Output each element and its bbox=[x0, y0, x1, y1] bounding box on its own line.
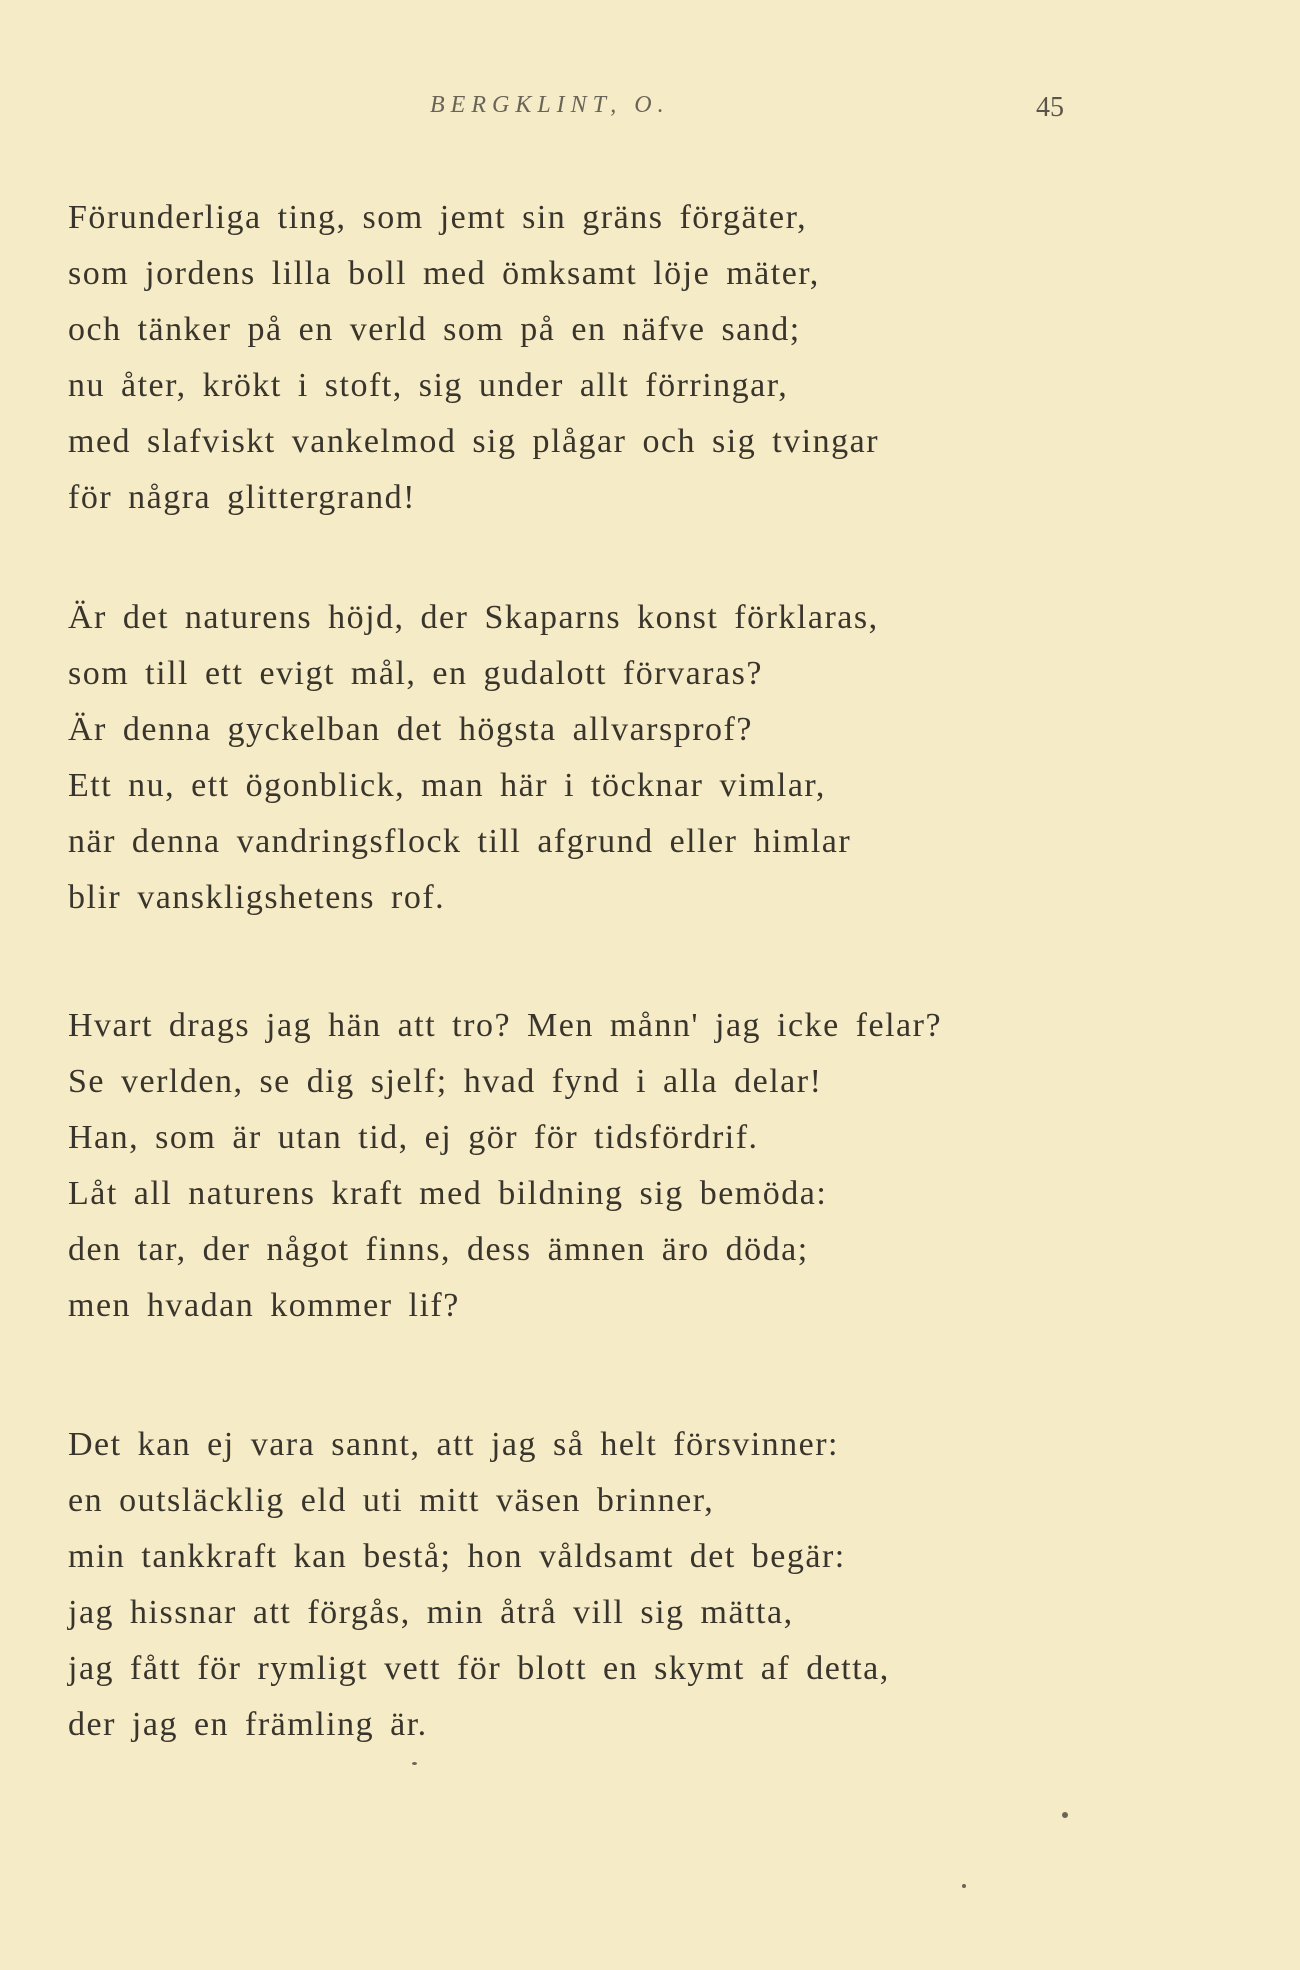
poem-line: der jag en främling är. bbox=[68, 1706, 428, 1743]
stanza-1 bbox=[68, 190, 879, 526]
poem-line: Ett nu, ett ögonblick, man här i töcknar vimlar, bbox=[68, 767, 826, 804]
poem-line: en outsläcklig eld uti mitt väsen brinner, bbox=[68, 1482, 715, 1519]
poem-line: jag hissnar att förgås, min åtrå vill sig mätta, bbox=[68, 1594, 794, 1631]
poem-line: som jordens lilla boll med ömksamt löje mäter, bbox=[68, 255, 820, 292]
poem-line: Är det naturens höjd, der Skaparns konst förklaras, bbox=[68, 599, 879, 636]
poem-line: Förunderliga ting, som jemt sin gräns förgäter, bbox=[68, 199, 808, 236]
page-number: 45 bbox=[1036, 92, 1064, 123]
poem-line: Det kan ej vara sannt, att jag så helt försvinner: bbox=[68, 1426, 839, 1463]
poem-line: men hvadan kommer lif? bbox=[68, 1287, 460, 1324]
print-speck bbox=[962, 1884, 966, 1888]
poem-line: Han, som är utan tid, ej gör för tidsfördrif. bbox=[68, 1119, 759, 1156]
page-header bbox=[0, 92, 1300, 132]
poem-line: jag fått för rymligt vett för blott en skymt af detta, bbox=[68, 1650, 890, 1687]
poem-line: och tänker på en verld som på en näfve sand; bbox=[68, 311, 801, 348]
poem-line: som till ett evigt mål, en gudalott förvaras? bbox=[68, 655, 763, 692]
poem-line: nu åter, krökt i stoft, sig under allt förringar, bbox=[68, 367, 789, 404]
stanza-3 bbox=[68, 998, 942, 1334]
stanza-2 bbox=[68, 590, 879, 926]
poem-line: den tar, der något finns, dess ämnen äro döda; bbox=[68, 1231, 809, 1268]
poem-line: Är denna gyckelban det högsta allvarsprof? bbox=[68, 711, 753, 748]
running-head: BERGKLINT, O. bbox=[430, 92, 670, 118]
print-speck bbox=[1062, 1812, 1068, 1818]
poem-line: min tankkraft kan bestå; hon våldsamt det begär: bbox=[68, 1538, 846, 1575]
poem-line: för några glittergrand! bbox=[68, 479, 416, 516]
poem-line: blir vanskligshetens rof. bbox=[68, 879, 446, 916]
poem-line: Låt all naturens kraft med bildning sig bemöda: bbox=[68, 1175, 828, 1212]
print-speck bbox=[412, 1762, 417, 1765]
poem-line: Hvart drags jag hän att tro? Men månn' jag icke felar? bbox=[68, 1007, 943, 1044]
poem-line: när denna vandringsflock till afgrund eller himlar bbox=[68, 823, 852, 860]
stanza-4 bbox=[68, 1417, 890, 1753]
poem-line: med slafviskt vankelmod sig plågar och sig tvingar bbox=[68, 423, 880, 460]
poem-line: Se verlden, se dig sjelf; hvad fynd i alla delar! bbox=[68, 1063, 823, 1100]
